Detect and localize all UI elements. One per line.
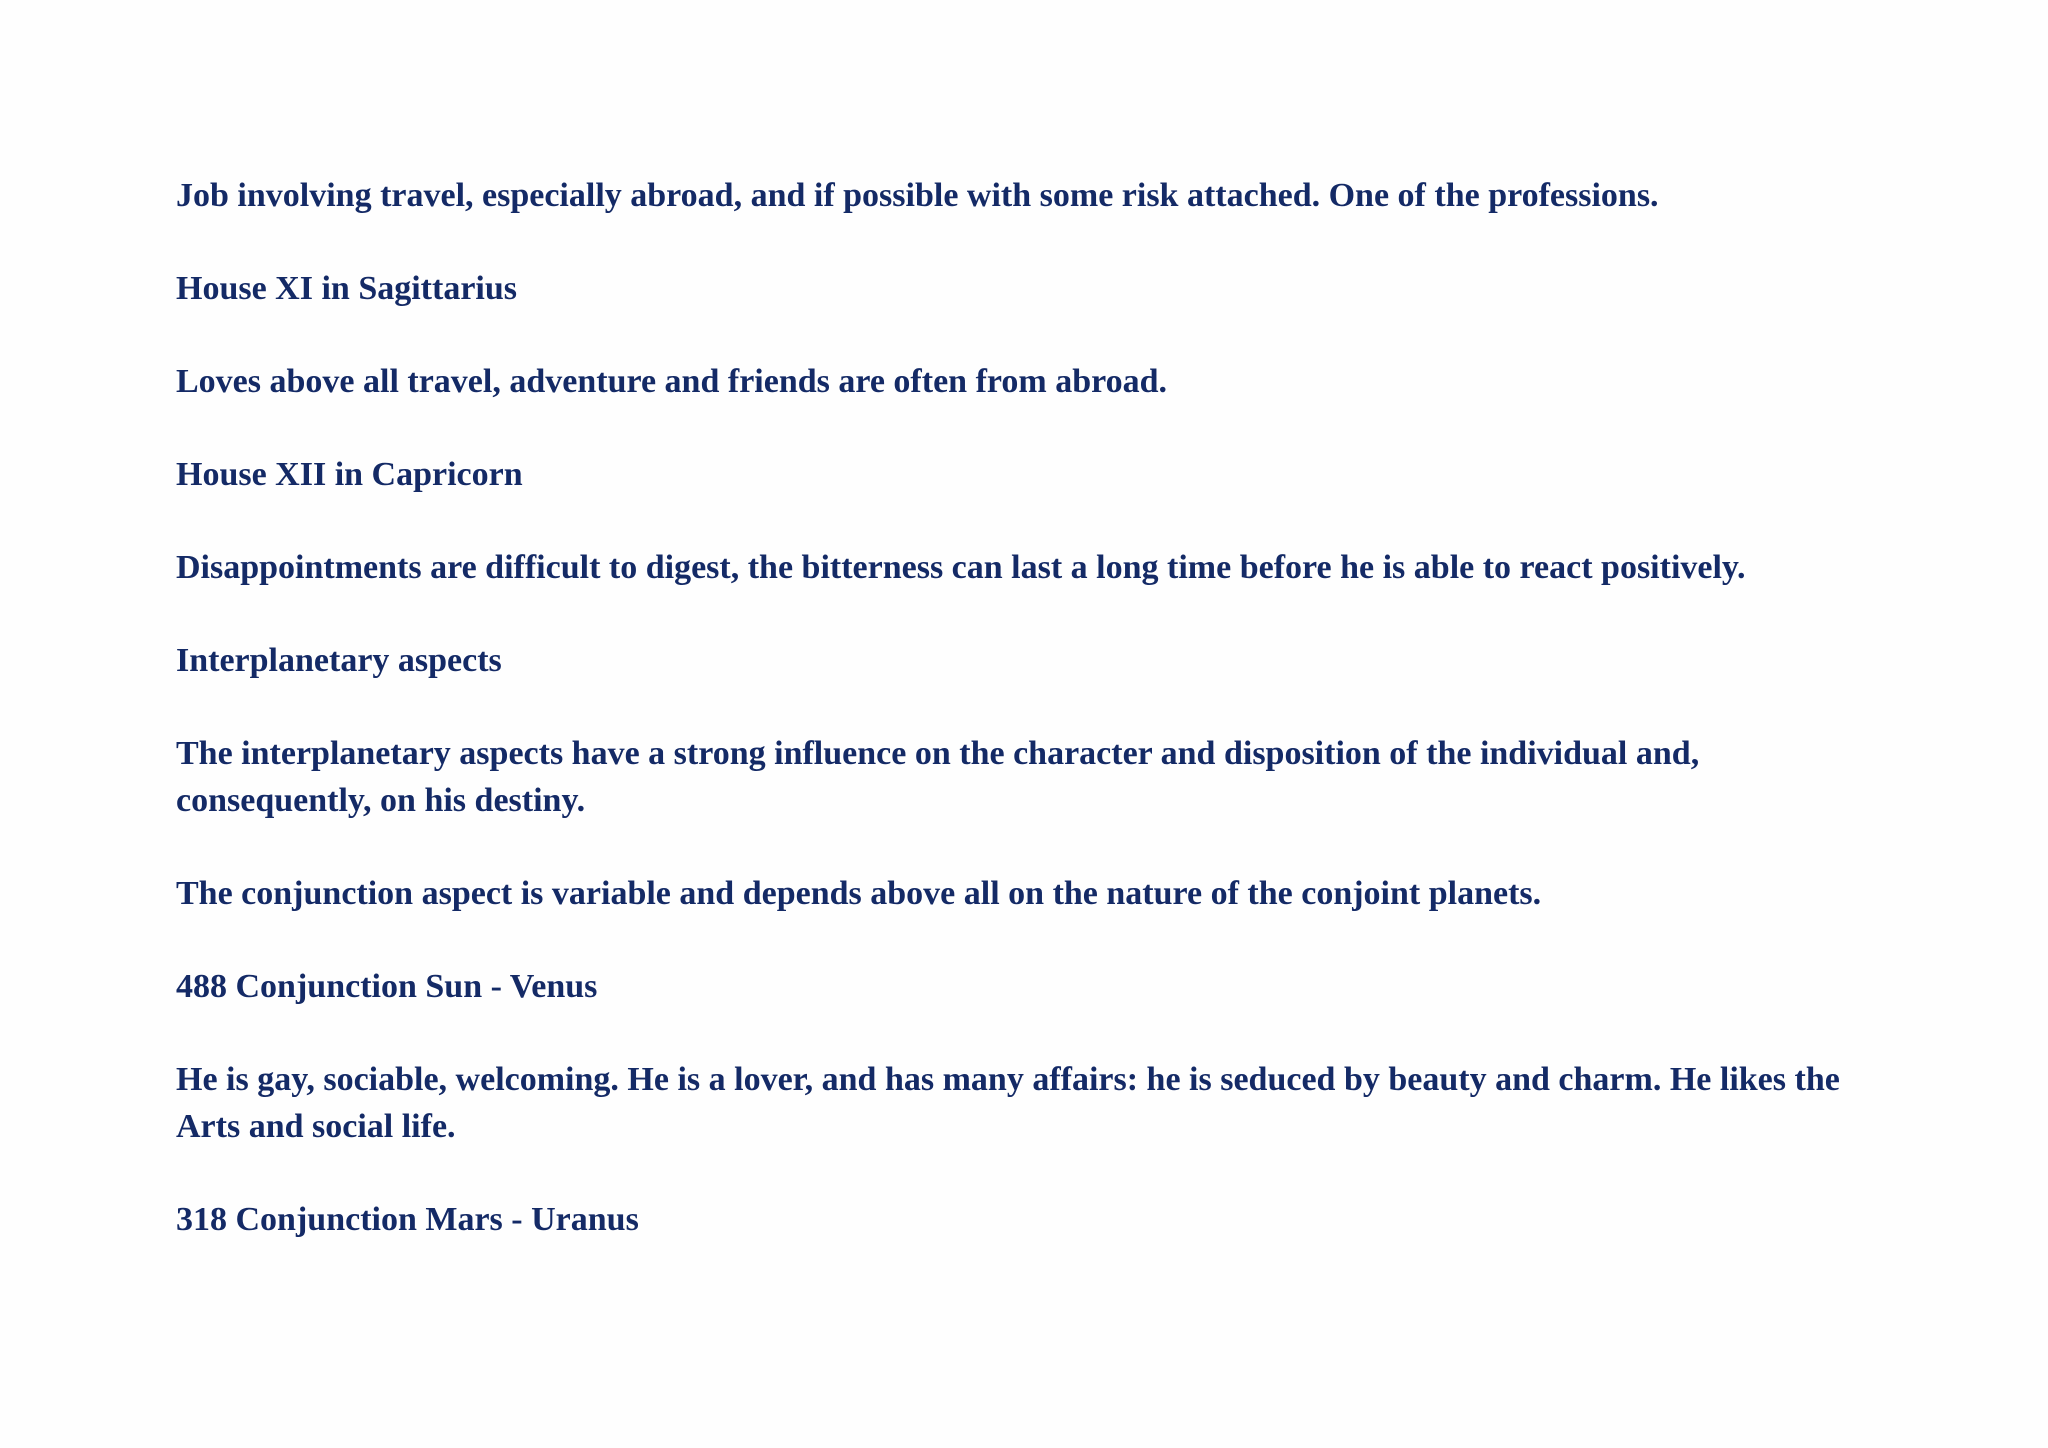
paragraph-disappointments: Disappointments are difficult to digest, the bitterness can last a long time before he is able to react positively. [176,549,1746,586]
paragraph-interplanetary-influence: The interplanetary aspects have a strong influence on the character and disposition of the individual and, consequently, on his destiny. [176,735,1700,819]
document-body [176,172,1876,1289]
heading-house-xii: House XII in Capricorn [176,456,523,493]
heading-conjunction-mars-uranus: 318 Conjunction Mars - Uranus [176,1201,639,1238]
heading-interplanetary-aspects: Interplanetary aspects [176,642,502,679]
heading-conjunction-sun-venus: 488 Conjunction Sun - Venus [176,968,598,1005]
paragraph-conjunction-aspect: The conjunction aspect is variable and depends above all on the nature of the conjoint planets. [176,875,1542,912]
paragraph-sun-venus-description: He is gay, sociable, welcoming. He is a lover, and has many affairs: he is seduced by beauty and charm. He likes the Arts and social life. [176,1061,1840,1145]
paragraph-job-travel: Job involving travel, especially abroad, and if possible with some risk attached. One of the professions. [176,177,1659,214]
paragraph-loves-travel: Loves above all travel, adventure and friends are often from abroad. [176,363,1167,400]
heading-house-xi: House XI in Sagittarius [176,270,517,307]
